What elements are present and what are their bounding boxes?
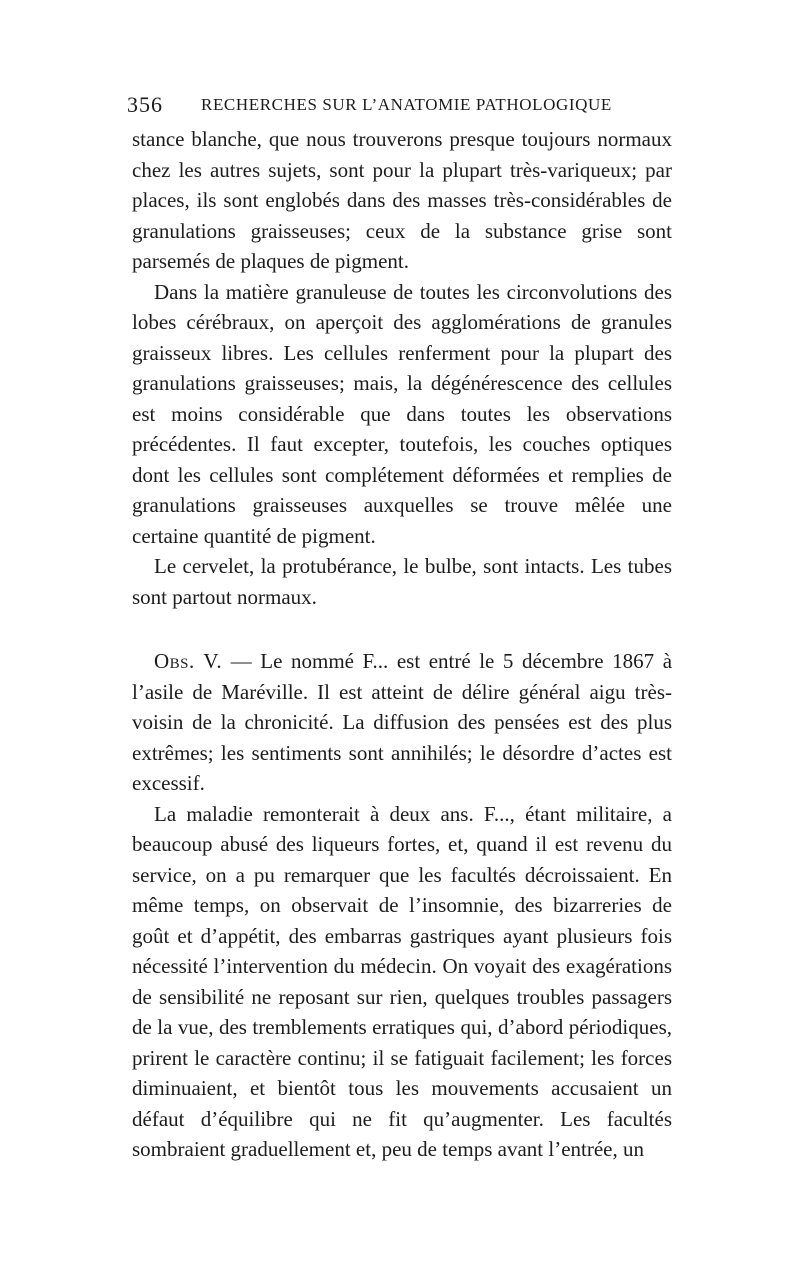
observation-label: Obs. V. bbox=[154, 649, 223, 673]
paragraph-continuation: stance blanche, que nous trouverons presque toujours normaux chez les autres sujets, sont pour la plupart très-variqueux; par places, ils sont englobés dans des masses très-considérables de granulations graisseuses; ceux de la substance grise sont parsemés de plaques de pigment. bbox=[132, 127, 672, 273]
paragraph-observation-v bbox=[132, 646, 672, 799]
observation-text: Le nommé F... est entré le 5 décembre 1867 à l’asile de Maréville. Il est atteint de délire général aigu très-voisin de la chronicité. La diffusion des pensées est des plus extrêmes; les sentiments sont annihilés; le désordre d’actes est excessif. bbox=[132, 649, 673, 795]
running-title: RECHERCHES SUR L’ANATOMIE PATHOLOGIQUE bbox=[201, 95, 612, 114]
observation-dash: — bbox=[230, 649, 252, 673]
paragraph-granular-matter: Dans la matière granuleuse de toutes les circonvolutions des lobes cérébraux, on aperçoit des agglomérations de granules graisseux libres. Les cellules renferment pour la plupart des granulations graisseuses; mais, la dégénérescence des cellules est moins considérable que dans toutes les observations précédentes. Il faut excepter, toutefois, les couches optiques dont les cellules sont complétement déformées et remplies de granulations graisseuses auxquelles se trouve mêlée une certaine quantité de pigment. bbox=[132, 279, 672, 548]
paragraph-history: La maladie remonterait à deux ans. F..., étant militaire, a beaucoup abusé des liqueurs fortes, et, quand il est revenu du service, on a pu remarquer que les facultés décroissaient. En même temps, on observait de l’insomnie, des bizarreries de goût et d’appétit, des embarras gastriques ayant plusieurs fois nécessité l’intervention du médecin. On voyait des exagérations de sensibilité ne reposant sur rien, quelques troubles passagers de la vue, des tremblements erratiques qui, d’abord périodiques, prirent le caractère continu; il se fatiguait facilement; les forces diminuaient, et bientôt tous les mouvements accusaient un défaut d’équilibre qui ne fit qu’augmenter. Les facultés sombraient graduellement et, peu de temps avant l’entrée, un bbox=[132, 801, 672, 1161]
page-number: 356 bbox=[127, 92, 163, 117]
paragraph-cerebellum: Le cervelet, la protubérance, le bulbe, sont intacts. Les tubes sont partout normaux. bbox=[132, 554, 672, 609]
section-spacer bbox=[132, 612, 672, 646]
body-text bbox=[132, 124, 672, 1165]
page-header bbox=[127, 92, 667, 122]
